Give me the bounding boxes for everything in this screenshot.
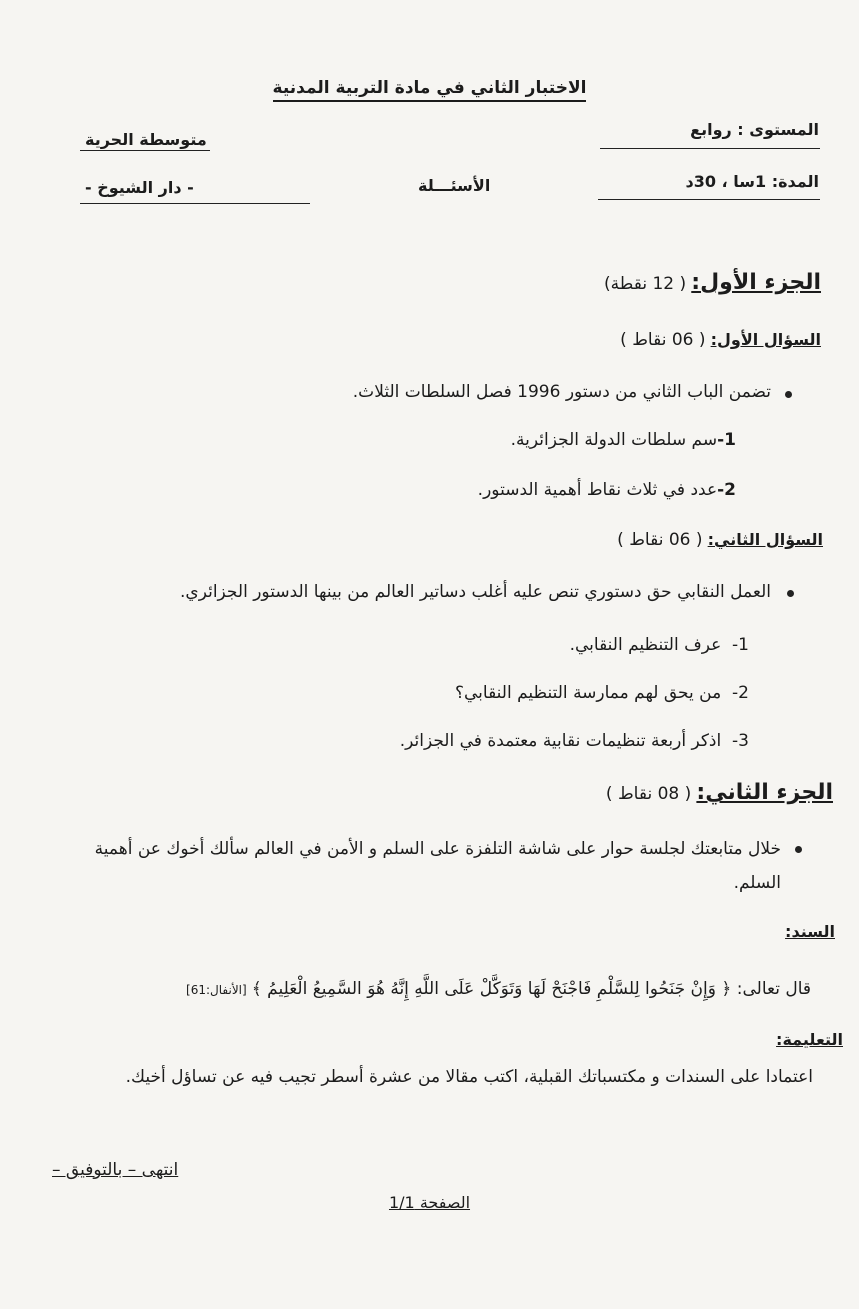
location-label: - دار الشيوخ - — [85, 178, 194, 197]
exam-title: الاختبار الثاني في مادة التربية المدنية — [0, 78, 859, 98]
level-underline — [600, 148, 820, 149]
q2-points: ( 06 نقاط ) — [617, 530, 703, 550]
instruction-text: اعتمادا على السندات و مكتسباتك القبلية، اكتب مقالا من عشرة أسطر تجيب فيه عن تساؤل أخيك. — [125, 1067, 813, 1087]
q2-heading — [617, 530, 823, 550]
q2-item-3: 3- اذكر أربعة تنظيمات نقابية معتمدة في الجزائر. — [399, 731, 749, 751]
duration-underline — [598, 199, 820, 200]
part2-heading — [606, 780, 833, 805]
bullet-icon — [795, 846, 802, 853]
level-label: المستوى : روابع — [690, 120, 819, 139]
q1-points: ( 06 نقاط ) — [620, 330, 706, 350]
part1-points: ( 12 نقطة) — [604, 274, 687, 294]
part2-statement: خلال متابعتك لجلسة حوار على شاشة التلفزة على السلم و الأمن في العالم سألك أخوك عن أهمية السلم. — [94, 839, 781, 893]
q2-title: السؤال الثاني: — [707, 530, 823, 549]
closing-text: انتهى – بالتوفيق – — [52, 1160, 179, 1180]
q1-item-2: 2-عدد في ثلاث نقاط أهمية الدستور. — [477, 480, 736, 500]
q1-title: السؤال الأول: — [710, 330, 821, 349]
bullet-icon — [785, 391, 792, 398]
source-text: قال تعالى: ﴿ وَإِنْ جَنَحُوا لِلسَّلْمِ فَاجْنَحْ لَهَا وَتَوَكَّلْ عَلَى اللَّهِ إِنَّهُ هُوَ السَّمِيعُ الْعَلِيمُ ﴾ — [251, 979, 811, 999]
q1-heading — [620, 330, 821, 350]
q2-item-1: 1- عرف التنظيم النقابي. — [569, 635, 749, 655]
q2-item-2: 2- من يحق لهم ممارسة التنظيم النقابي؟ — [454, 683, 749, 703]
page-number: الصفحة 1/1 — [388, 1193, 471, 1212]
part2-points: ( 08 نقاط ) — [605, 784, 692, 804]
questions-label: الأسئـــلة — [418, 176, 491, 195]
q2-statement: العمل النقابي حق دستوري تنص عليه أغلب دساتير العالم من بينها الدستور الجزائري. — [180, 582, 771, 602]
source-ref: [الأنفال:61] — [186, 983, 247, 997]
bullet-icon — [787, 590, 794, 597]
part1-title: الجزء الأول: — [691, 270, 821, 295]
part1-heading — [604, 270, 821, 295]
location-underline — [80, 203, 310, 204]
duration-label: المدة: 1سا ، 30د — [685, 172, 819, 191]
source-title: السند: — [785, 922, 835, 941]
school-name: متوسطة الحرية — [85, 130, 207, 149]
school-underline — [80, 150, 210, 151]
q1-item-1: 1-سم سلطات الدولة الجزائرية. — [510, 430, 736, 450]
instruction-title: التعليمة: — [776, 1030, 843, 1049]
q1-statement: تضمن الباب الثاني من دستور 1996 فصل السلطات الثلاث. — [352, 382, 771, 402]
part2-title: الجزء الثاني: — [696, 780, 833, 805]
source-quote — [186, 978, 811, 999]
